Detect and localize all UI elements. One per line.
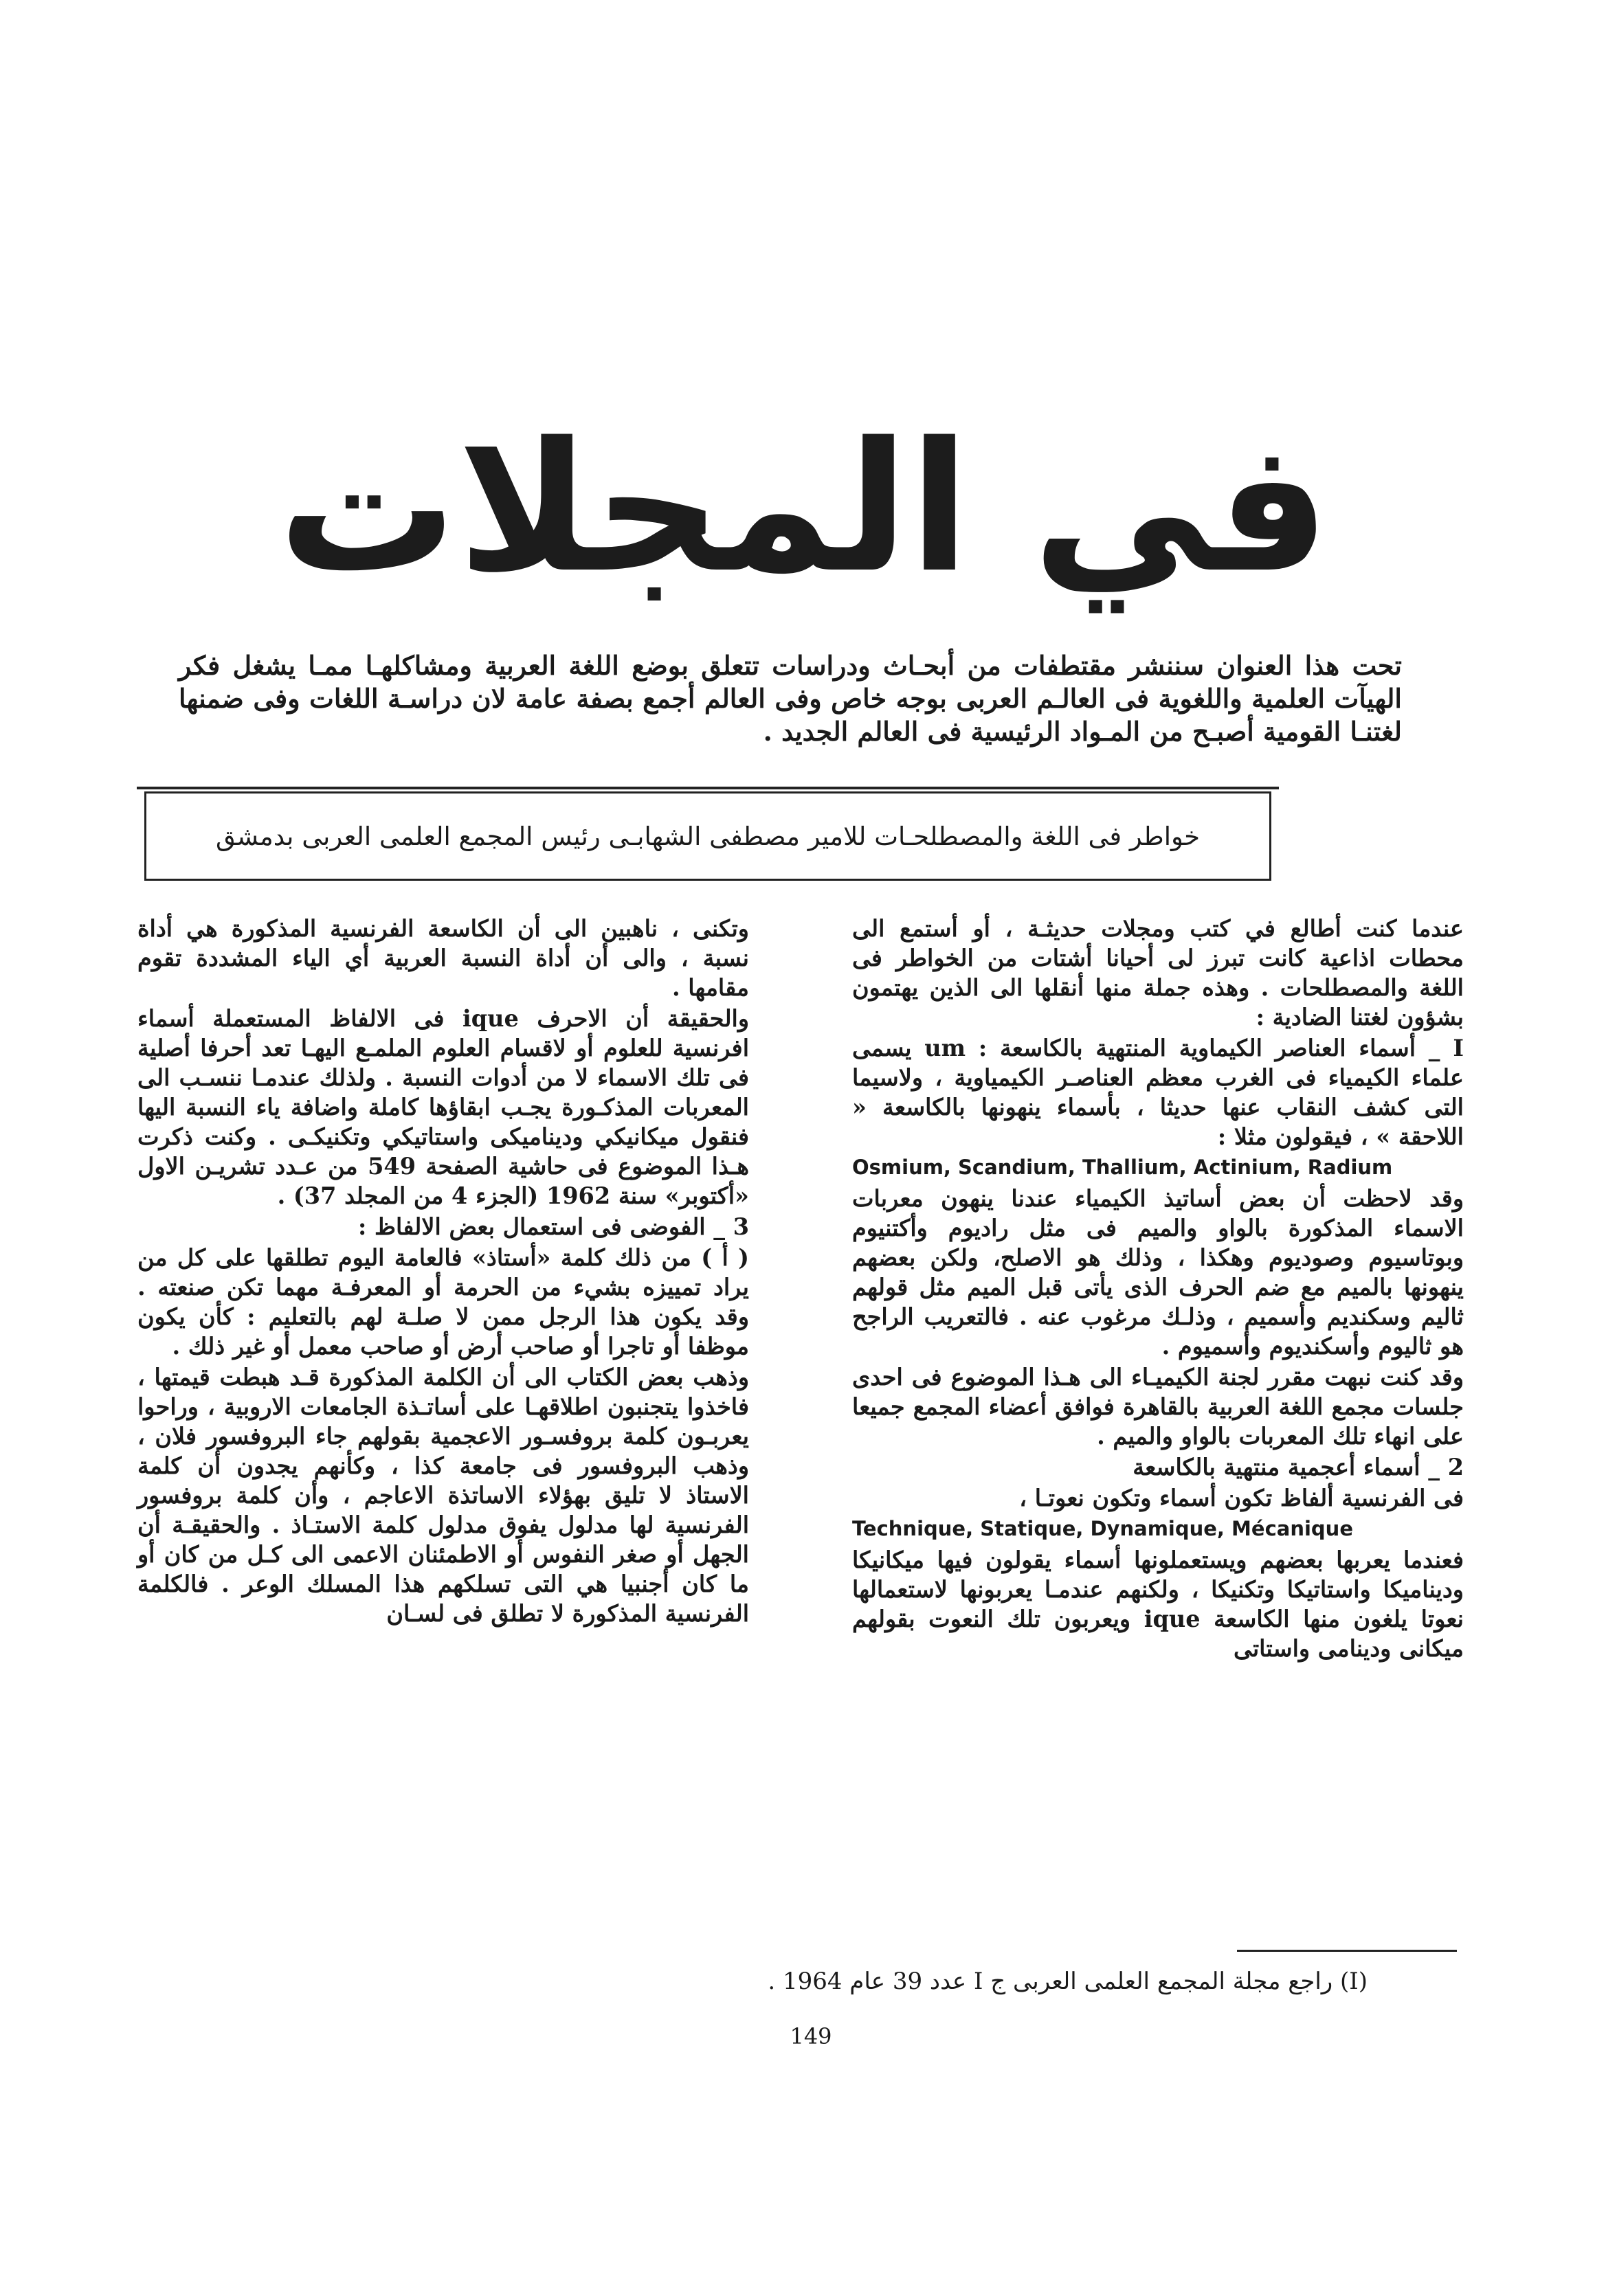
source-title: خواطر فى اللغة والمصطلحـات للامير مصطفى الشهابـى رئيس المجمع العلمى العربى بدمشق [216,821,1200,851]
paragraph: وقد لاحظت أن بعض أساتيذ الكيمياء عندنا ينهون معربات الاسماء المذكورة بالواو والميم فى مثل راديوم وأكتنيوم وبوتاسيوم وصوديوم وهكذا ، وذلك هو الاصلح، ولكن بعضهم ينهونها بالميم مع ضم الحرف الذى يأتى قبل الميم مثل قولهم ثاليم وسكنديم وأسميم ، وذلـك مرغوب عنه . فالتعريب الراجح هو ثاليوم وأسكنديوم وأسميوم . [852,1185,1464,1360]
page-number: 149 [790,2023,832,2049]
paragraph: ( أ ) من ذلك كلمة «أستاذ» فالعامة اليوم تطلقها على كل من يراد تمييزه بشيء من الحرمة أو المعرفـة مهما تكن صنعته . وقد يكون هذا الرجل ممن لا صلـة لهم بالتعليم : كأن يكون موظفا أو تاجرا أو صاحب أرض أو صاحب معمل أو غير ذلك . [137,1244,749,1360]
column-right [852,914,1464,1665]
paragraph: فعندما يعربها بعضهم ويستعملونها أسماء يقولون فيها ميكانيكا وديناميكا واستاتيكا وتكنيكا ، ولكنهم عندمـا يعربونها لاستعمالها نعوتا يلغون منها الكاسعة ique ويعربون تلك النعوت بقولهم ميكانى ودينامى واستاتى [852,1546,1464,1662]
paragraph: فى الفرنسية ألفاظ تكون أسماء وتكون نعوتـا ، [1019,1485,1464,1511]
term-list: Technique, Statique, Dynamique, Mécanique [852,1517,1353,1540]
section-heading: 3 _ الفوضى فى استعمال بعض الالفاظ : [358,1213,749,1240]
intro-text: تحت هذا العنوان سننشر مقتطفات من أبحـاث ودراسات تتعلق بوضع اللغة العربية ومشاكلهـا ممـا يشغل فكر الهيآت العلمية واللغوية فى العالـم العربى بوجه خاص وفى العالم أجمع بصفة عامة لان دراسـة اللغات وفى ضمنها لغتنـا القومية أصبـح من المـواد الرئيسية فى العالم الجديد . [179,650,1402,747]
paragraph: عندما كنت أطالع في كتب ومجلات حديثـة ، أو أستمع الى محطات اذاعية كانت تبرز لى أحيانا أشتات من الخواطر فى اللغة والمصطلحات . وهذه جملة منها أنقلها الى الذين يهتمون بشؤون لغتنا الضادية : [852,915,1464,1031]
section-heading: 2 _ أسماء أعجمية منتهية بالكاسعة [1133,1454,1464,1481]
paragraph: والحقيقة أن الاحرف ique فى الالفاظ المستعملة أسماء افرنسية للعلوم أو لاقسام العلوم الملمـع اليهـا تعد أحرفا أصلية فى تلك الاسماء لا من أدوات النسبة . ولذلك عندمـا ننسـب الى المعربات المذكـورة يجـب ابقاؤها كاملة واضافة ياء النسبة اليها فنقول ميكانيكي وديناميكى واستاتيكي وتكنيكـى . وكنت ذكرت هـذا الموضوع فى حاشية الصفحة 549 من عـدد تشريـن الاول «أكتوبر» سنة 1962 (الجزء 4 من المجلد 37) . [137,1005,750,1209]
paragraph: وذهب بعض الكتاب الى أن الكلمة المذكورة قـد هبطت قيمتها ، فاخذوا يتجنبون اطلاقهـا على أساتـذة الجامعات الاروبية ، وراحوا يعربـون كلمة بروفسـور الاعجمية بقولهم جاء البروفسور فلان ، وذهب البروفسور فى جامعة كذا ، وكأنهم يجدون أن كلمة الاستاذ لا تليق بهؤلاء الاساتذة الاعاجم ، وأن كلمة بروفسور الفرنسية لها مدلول يفوق مدلول كلمة الاستـاذ . والحقيقـة أن الجهل أو صغر النفوس أو الاطمئنان الاعمى الى كـل من كان أو ما كان أجنبيا هي التى تسلكهم هذا المسلك الوعر . فالكلمة الفرنسية المذكورة لا تطلق فى لسـان [137,1364,749,1627]
paragraph: I _ أسماء العناصر الكيماوية المنتهية بالكاسعة : um يسمى علماء الكيمياء فى الغرب معظم العناصـر الكيمياوية ، ولاسيما التى كشف النقاب عنها حديثا ، بأسماء ينهونها بالكاسعة « اللاحقة » ، فيقولون مثلا : [852,1035,1464,1150]
source-box [144,791,1271,881]
masthead-title: في المجلات [278,405,1330,612]
footnote-rule [1237,1950,1457,1952]
column-left [137,914,749,1630]
term-list: Osmium, Scandium, Thallium, Actinium, Radium [852,1156,1393,1179]
footnote: (I) راجع مجلة المجمع العلمى العربى ج I عدد 39 عام 1964 . [768,1968,1368,1995]
paragraph: وتكنى ، ناهبين الى أن الكاسعة الفرنسية المذكورة هي أداة نسبة ، والى أن أداة النسبة العربية أي الياء المشددة تقوم مقامها . [137,915,749,1001]
intro-paragraph [179,649,1402,748]
paragraph: وقد كنت نبهت مقرر لجنة الكيميـاء الى هـذا الموضوع فى احدى جلسات مجمع اللغة العربية بالقاهرة فوافق أعضاء المجمع جميعا على انهاء تلك المعربات بالواو والميم . [852,1364,1464,1450]
